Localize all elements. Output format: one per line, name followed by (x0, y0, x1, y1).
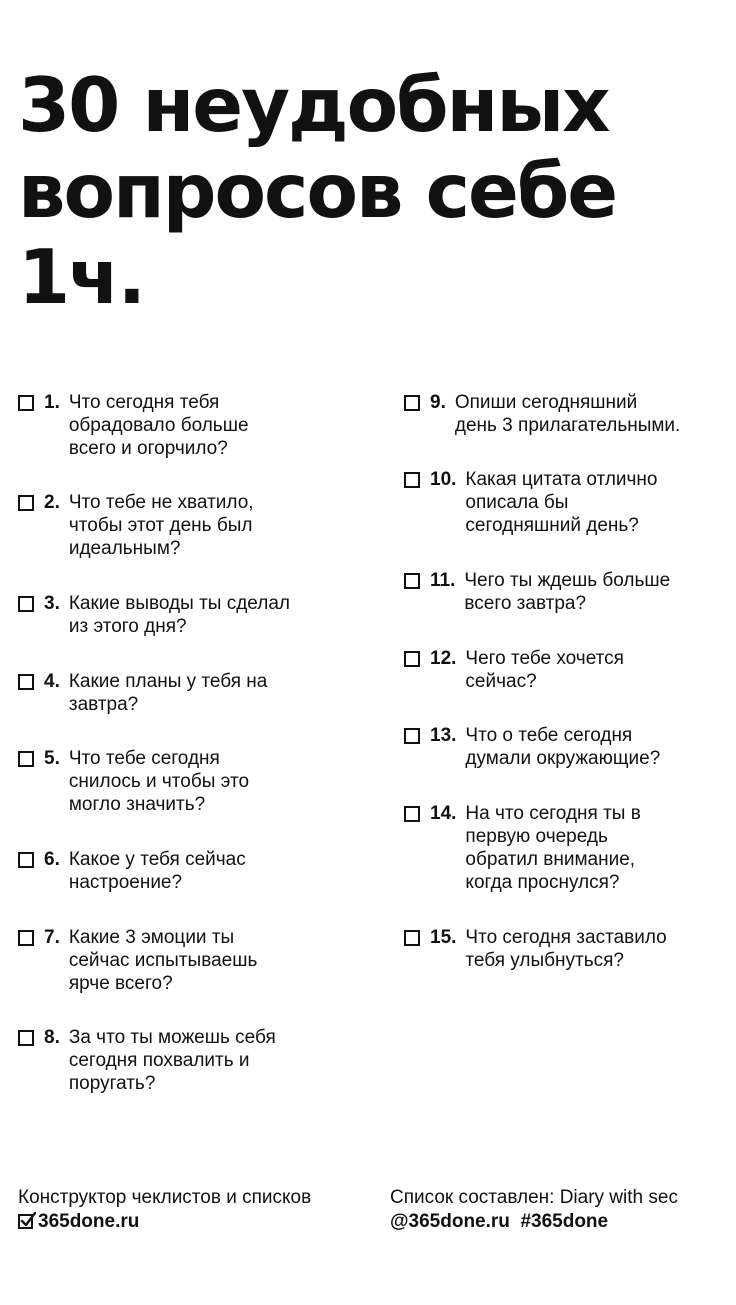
question-number: 4. (44, 671, 60, 692)
question-checkbox-9[interactable] (404, 395, 420, 411)
question-text: Какое у тебя сейчас настроение? (68, 849, 246, 893)
checkbox-check-icon (18, 1212, 36, 1230)
question-checkbox-13[interactable] (404, 728, 420, 744)
question-number: 1. (44, 392, 60, 413)
question-item-13 (404, 724, 736, 770)
question-item-15 (404, 926, 736, 972)
question-checkbox-14[interactable] (404, 806, 420, 822)
question-text: На что сегодня ты в первую очередь обратил внимание, когда проснулся? (465, 803, 641, 893)
question-item-7 (18, 926, 378, 995)
question-checkbox-1[interactable] (18, 395, 34, 411)
question-number: 13. (430, 725, 457, 746)
question-item-6 (18, 848, 378, 894)
question-checkbox-15[interactable] (404, 930, 420, 946)
question-text: Какие планы у тебя на завтра? (68, 671, 268, 715)
question-checkbox-10[interactable] (404, 472, 420, 488)
question-checkbox-3[interactable] (18, 596, 34, 612)
question-item-2 (18, 491, 378, 560)
question-item-4 (18, 670, 378, 716)
question-text: Что тебе сегодня снилось и чтобы это могло значить? (68, 748, 250, 815)
question-text: За что ты можешь себя сегодня похвалить и поругать? (68, 1027, 276, 1094)
question-number: 9. (430, 392, 446, 413)
footer-site-link[interactable] (18, 1210, 311, 1234)
question-checkbox-4[interactable] (18, 674, 34, 690)
question-text: Что сегодня тебя обрадовало больше всего и огорчило? (68, 392, 249, 459)
question-text: Что о тебе сегодня думали окружающие? (465, 725, 661, 769)
question-checkbox-6[interactable] (18, 852, 34, 868)
question-text: Какие 3 эмоции ты сейчас испытываешь ярче всего? (68, 927, 258, 994)
footer-right (390, 1186, 736, 1234)
title-line-1: 30 неудобных (18, 61, 609, 149)
title-line-3: 1ч. (18, 233, 145, 321)
question-number: 2. (44, 492, 60, 513)
question-item-3 (18, 592, 378, 638)
question-number: 14. (430, 803, 457, 824)
question-checkbox-11[interactable] (404, 573, 420, 589)
question-item-5 (18, 747, 378, 816)
question-number: 5. (44, 748, 60, 769)
question-item-10 (404, 468, 736, 537)
question-number: 12. (430, 648, 457, 669)
question-checkbox-2[interactable] (18, 495, 34, 511)
question-checkbox-8[interactable] (18, 1030, 34, 1046)
question-number: 15. (430, 927, 457, 948)
question-checkbox-7[interactable] (18, 930, 34, 946)
footer-site-text: 365done.ru (38, 1211, 140, 1232)
question-text: Чего тебе хочется сейчас? (465, 648, 624, 692)
question-text: Опиши сегодняшний день 3 прилагательными. (454, 392, 681, 436)
question-number: 8. (44, 1027, 60, 1048)
question-item-14 (404, 802, 736, 894)
question-text: Какие выводы ты сделал из этого дня? (68, 593, 290, 637)
footer-credit-text: Список составлен: Diary with sec (390, 1187, 678, 1208)
question-text: Что тебе не хватило, чтобы этот день был идеальным? (68, 492, 254, 559)
footer-constructor-text: Конструктор чеклистов и списков (18, 1187, 312, 1208)
question-item-9 (404, 391, 736, 437)
question-number: 10. (430, 469, 457, 490)
question-number: 11. (430, 570, 456, 591)
question-item-1 (18, 391, 378, 460)
question-text: Какая цитата отлично описала бы сегодняшний день? (465, 469, 658, 536)
question-text: Что сегодня заставило тебя улыбнуться? (465, 927, 667, 971)
question-item-11 (404, 569, 736, 615)
question-text: Чего ты ждешь больше всего завтра? (464, 570, 671, 614)
page-title (18, 62, 728, 320)
question-number: 3. (44, 593, 60, 614)
footer-handles: @365done.ru #365done (390, 1211, 609, 1232)
title-line-2: вопросов себе (18, 147, 617, 235)
question-checkbox-12[interactable] (404, 651, 420, 667)
question-item-8 (18, 1026, 378, 1095)
question-item-12 (404, 647, 736, 693)
question-number: 7. (44, 927, 60, 948)
footer-left (18, 1186, 311, 1234)
question-checkbox-5[interactable] (18, 751, 34, 767)
question-number: 6. (44, 849, 60, 870)
